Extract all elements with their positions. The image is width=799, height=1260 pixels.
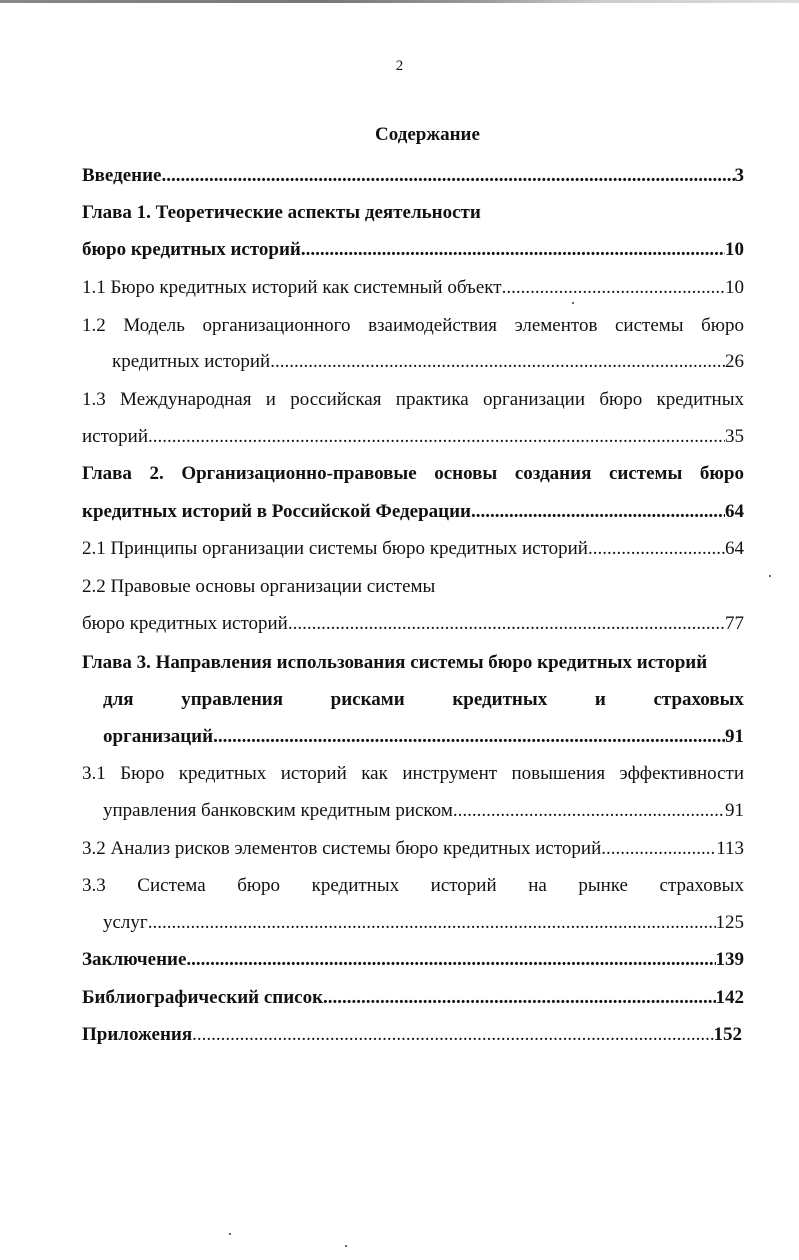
word: Глава [82,463,132,484]
toc-entry-section-1-3 [82,425,744,449]
scan-speck [572,302,574,304]
toc-entry-section-3-3 [103,911,744,935]
toc-entry-section-2-1 [82,537,744,561]
word: практика [395,389,469,410]
toc-entry-chapter-3-title-cont [103,688,744,712]
entry-page: 152 [713,1024,742,1045]
entry-text: Заключение [82,949,187,970]
leader-dots [301,238,725,262]
entry-text: 2.1 Принципы организации системы бюро кредитных историй [82,538,588,559]
entry-text: Глава 1. Теоретические аспекты деятельности [82,202,481,223]
word: для [103,689,134,710]
entry-text: управления банковским кредитным риском [103,800,453,821]
word: Модель [123,315,185,336]
toc-title: Содержание [375,124,480,145]
entry-text: Глава 3. Направления использования системы бюро кредитных историй [82,652,708,673]
entry-text: бюро кредитных историй [82,613,288,634]
scan-speck [229,1233,231,1235]
leader-dots [213,725,725,749]
word: взаимодействия [368,315,497,336]
entry-page: 113 [716,838,744,859]
leader-dots [588,537,725,561]
word: 1.3 [82,389,106,410]
toc-entry-section-2-2-title [82,575,744,599]
word: страховых [659,875,744,896]
toc-entry-section-1-1 [82,276,744,300]
entry-page: 3 [734,165,744,186]
toc-entry-chapter-1 [82,238,744,262]
entry-text: Приложения [82,1024,193,1045]
toc-entry-bibliography [82,986,744,1010]
word: российская [290,389,382,410]
toc-entry-chapter-2-title [82,462,744,486]
entry-page: 142 [715,987,744,1008]
entry-text: бюро кредитных историй [82,239,301,260]
word: кредитных [311,875,400,896]
word: элементов [514,315,598,336]
word: Бюро [120,763,165,784]
word: бюро [237,875,281,896]
word: повышения [511,763,606,784]
leader-dots [192,1023,713,1047]
word: рисками [330,689,405,710]
leader-dots [453,799,725,823]
entry-text: 1.1 Бюро кредитных историй как системный объект [82,277,502,298]
word: основы [434,463,498,484]
entry-page: 91 [725,726,744,747]
leader-dots [162,164,735,188]
toc-entry-conclusion [82,948,744,972]
word: Организационно-правовые [181,463,417,484]
word: Система [137,875,206,896]
entry-page: 35 [725,426,744,447]
word: системы [608,463,683,484]
word: кредитных [656,389,744,410]
word: как [361,763,388,784]
entry-text: организаций [103,726,214,747]
word: организационного [202,315,351,336]
word: 2. [149,463,164,484]
entry-page: 10 [725,239,744,260]
entry-page: 125 [715,912,744,933]
entry-text: Библиографический список [82,987,324,1008]
toc-entry-section-3-1-title [82,762,744,786]
entry-text: 3.2 Анализ рисков элементов системы бюро кредитных историй [82,838,602,859]
word: на [528,875,547,896]
entry-text: 2.2 Правовые основы организации системы [82,576,436,597]
entry-page: 64 [725,501,744,522]
scan-speck [345,1245,347,1247]
word: историй [430,875,497,896]
toc-entry-chapter-1-title [82,201,744,225]
page-number: 2 [395,58,404,74]
word: управления [181,689,284,710]
toc-entry-chapter-2 [82,500,744,524]
word: 3.1 [82,763,106,784]
word: организации [483,389,586,410]
toc-entry-chapter-3-title [82,651,744,675]
entry-text: услуг [103,912,148,933]
word: и [594,689,606,710]
toc-entry-section-3-2 [82,837,744,861]
entry-text: кредитных историй [112,351,271,372]
toc-entry-section-1-3-title [82,388,744,412]
word: историй [280,763,347,784]
toc-entry-section-2-2 [82,612,744,636]
toc-entry-section-1-2-title [82,314,744,338]
word: и [265,389,276,410]
word: бюро [699,463,744,484]
word: Международная [120,389,252,410]
leader-dots [323,986,715,1010]
entry-text: историй [82,426,148,447]
toc-entry-chapter-3 [103,725,744,749]
word: создания [514,463,592,484]
entry-page: 10 [725,277,744,298]
word: рынке [578,875,628,896]
toc-entry-appendices [82,1023,742,1047]
scan-edge [0,0,799,3]
leader-dots [148,425,725,449]
entry-page: 91 [725,800,744,821]
word: бюро [701,315,744,336]
word: инструмент [402,763,498,784]
entry-text: кредитных историй в Российской Федерации [82,501,471,522]
leader-dots [186,948,715,972]
word: кредитных [452,689,548,710]
word: 3.3 [82,875,106,896]
toc-entry-section-3-3-title [82,874,744,898]
word: бюро [599,389,643,410]
word: кредитных [178,763,267,784]
word: системы [615,315,684,336]
entry-page: 77 [725,613,744,634]
entry-text: Введение [82,165,162,186]
toc-entry-introduction [82,164,744,188]
leader-dots [288,612,725,636]
leader-dots [270,350,725,374]
leader-dots [502,276,725,300]
leader-dots [601,837,716,861]
word: 1.2 [82,315,106,336]
toc-entry-section-1-2 [112,350,744,374]
word: страховых [653,689,744,710]
entry-page: 139 [715,949,744,970]
scan-speck [769,575,771,577]
leader-dots [471,500,725,524]
entry-page: 64 [725,538,744,559]
toc-entry-section-3-1 [103,799,744,823]
entry-page: 26 [725,351,744,372]
word: эффективности [619,763,744,784]
leader-dots [148,911,716,935]
